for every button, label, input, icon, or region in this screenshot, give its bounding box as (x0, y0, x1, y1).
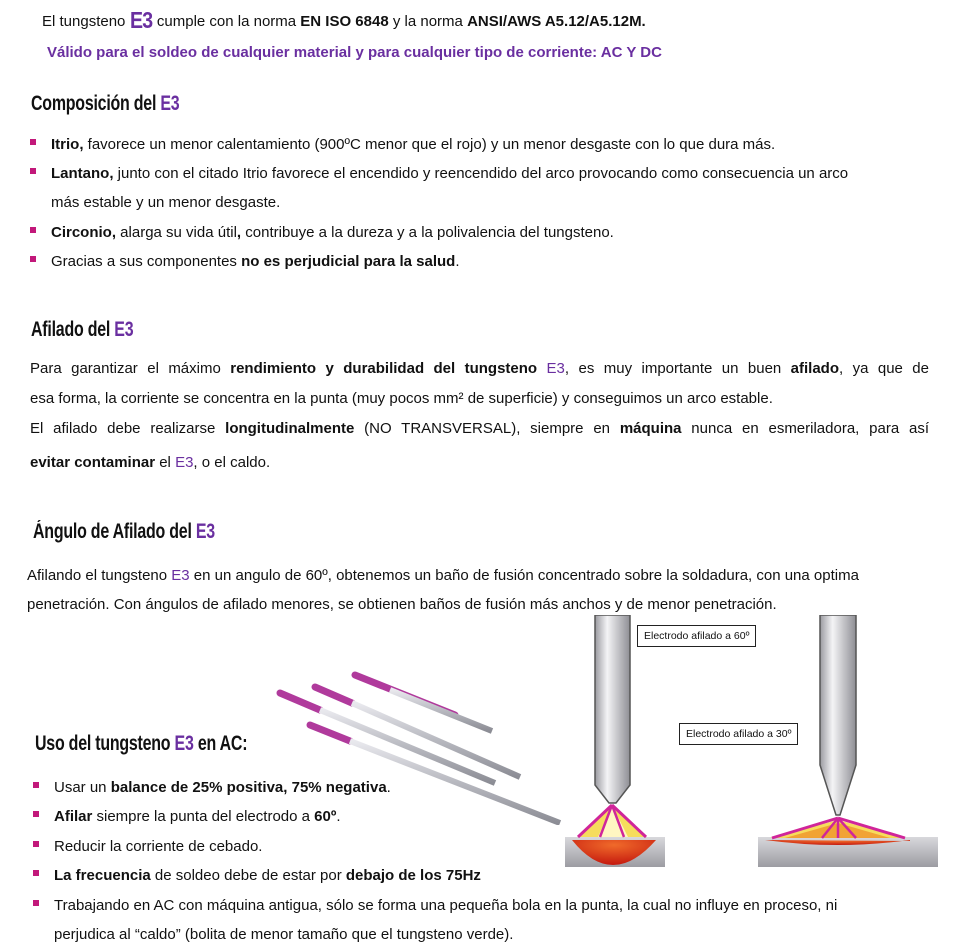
heading-e3: E3 (114, 318, 134, 341)
label-60: Electrodo afilado a 60º (637, 625, 756, 647)
afilado-line-2: esa forma, la corriente se concentra en la punta (muy pocos mm² de superficie) y conseguimos un arco estable. (30, 390, 773, 407)
item-text: . (455, 253, 460, 270)
bullet-icon (33, 782, 39, 788)
item-bold: Circonio, (51, 224, 117, 241)
text: Afilando el tungsteno (27, 567, 172, 584)
heading-uso-ac (35, 731, 247, 757)
heading-text: Uso del tungsteno (35, 732, 175, 755)
heading-afilado (31, 317, 133, 343)
bullet-icon (33, 900, 39, 906)
list-item: Reducir la corriente de cebado. (54, 838, 263, 855)
heading-e3: E3 (195, 520, 215, 543)
list-item (51, 135, 775, 155)
item-bold: Afilar (54, 808, 93, 825)
list-item-cont: perjudica al “caldo” (bolita de menor tamaño que el tungsteno verde). (54, 926, 514, 943)
heading-composicion (31, 91, 179, 117)
heading-text: Afilado del (31, 318, 111, 341)
item-bold: no es perjudicial para la salud (241, 253, 456, 270)
list-item (51, 223, 614, 243)
afilado-line-1 (30, 359, 929, 379)
standard-ansi: ANSI/AWS A5.12/A5.12M. (467, 13, 646, 30)
text: , o el caldo. (193, 454, 271, 471)
intro-text: cumple con la norma (156, 13, 297, 30)
bold-text: rendimiento y durabilidad del tungsteno (230, 360, 538, 377)
intro-text: El tungsteno (42, 13, 126, 30)
bullet-icon (30, 256, 36, 262)
text: el (155, 454, 176, 471)
item-bold: , (236, 224, 242, 241)
item-text: junto con el citado Itrio favorece el encendido y reencendido del arco provocando como consecuencia un arco (113, 165, 849, 182)
subtitle: Válido para el soldeo de cualquier material y para cualquier tipo de corriente: AC Y DC (47, 44, 662, 61)
bullet-icon (33, 870, 39, 876)
e3-text: E3 (175, 454, 194, 471)
text: , es muy importante un buen (564, 360, 791, 377)
weld-angle-diagram (560, 615, 945, 875)
afilado-line-4 (30, 453, 270, 473)
item-text: contribuye a la dureza y a la polivalencia del tungsteno. (241, 224, 614, 241)
item-bold: debajo de los 75Hz (345, 867, 481, 884)
bullet-icon (33, 811, 39, 817)
item-bold: 60º (314, 808, 337, 825)
list-item-cont: más estable y un menor desgaste. (51, 194, 281, 211)
heading-angulo (33, 519, 215, 545)
list-item (54, 866, 481, 886)
text: (NO TRANSVERSAL), siempre en (354, 420, 620, 437)
text: El afilado debe realizarse (30, 420, 226, 437)
item-text: . (336, 808, 341, 825)
list-item (51, 252, 460, 272)
text: Para garantizar el máximo (30, 360, 231, 377)
text: nunca en esmeriladora, para así (681, 420, 929, 437)
item-text: alarga su vida útil (116, 224, 237, 241)
list-item (51, 164, 848, 184)
e3-text: E3 (546, 360, 565, 377)
item-text: . (386, 779, 391, 796)
list-item (54, 778, 391, 798)
item-text: siempre la punta del electrodo a (92, 808, 315, 825)
bold-text: longitudinalmente (225, 420, 355, 437)
standard-iso: EN ISO 6848 (300, 13, 389, 30)
item-text: Gracias a sus componentes (51, 253, 242, 270)
item-text: favorece un menor calentamiento (900ºC menor que el rojo) y un menor desgaste con lo que dura más. (83, 136, 776, 153)
intro-line (42, 7, 646, 33)
e3-logo: E3 (129, 7, 152, 33)
heading-text: Composición del (31, 92, 157, 115)
heading-text: en AC: (193, 732, 248, 755)
item-bold: La frecuencia (54, 867, 151, 884)
electrodes-illustration (260, 665, 570, 825)
list-item: Trabajando en AC con máquina antigua, sólo se forma una pequeña bola en la punta, la cual no influye en proceso, ni (54, 897, 838, 914)
item-text: de soldeo debe de estar por (150, 867, 346, 884)
bullet-icon (30, 227, 36, 233)
e3-text: E3 (171, 567, 190, 584)
angulo-line-2: penetración. Con ángulos de afilado menores, se obtienen baños de fusión más anchos y de menor penetración. (27, 596, 777, 613)
heading-e3: E3 (160, 92, 180, 115)
heading-text: Ángulo de Afilado del (33, 520, 196, 543)
bullet-icon (30, 168, 36, 174)
angulo-line-1 (27, 566, 859, 586)
text: , ya que de (839, 360, 929, 377)
bold-text: máquina (619, 420, 682, 437)
bullet-icon (30, 139, 36, 145)
bold-text: evitar contaminar (30, 454, 156, 471)
list-item (54, 807, 341, 827)
bold-text: afilado (790, 360, 840, 377)
item-bold: Itrio, (51, 136, 84, 153)
afilado-line-3 (30, 419, 929, 439)
item-bold: Lantano, (51, 165, 114, 182)
label-30: Electrodo afilado a 30º (679, 723, 798, 745)
text: en un angulo de 60º, obtenemos un baño de fusión concentrado sobre la soldadura, con una optima (189, 567, 859, 584)
bullet-icon (33, 841, 39, 847)
intro-text: y la norma (392, 13, 463, 30)
item-text: Usar un (54, 779, 111, 796)
item-bold: balance de 25% positiva, 75% negativa (110, 779, 387, 796)
heading-e3: E3 (174, 732, 194, 755)
